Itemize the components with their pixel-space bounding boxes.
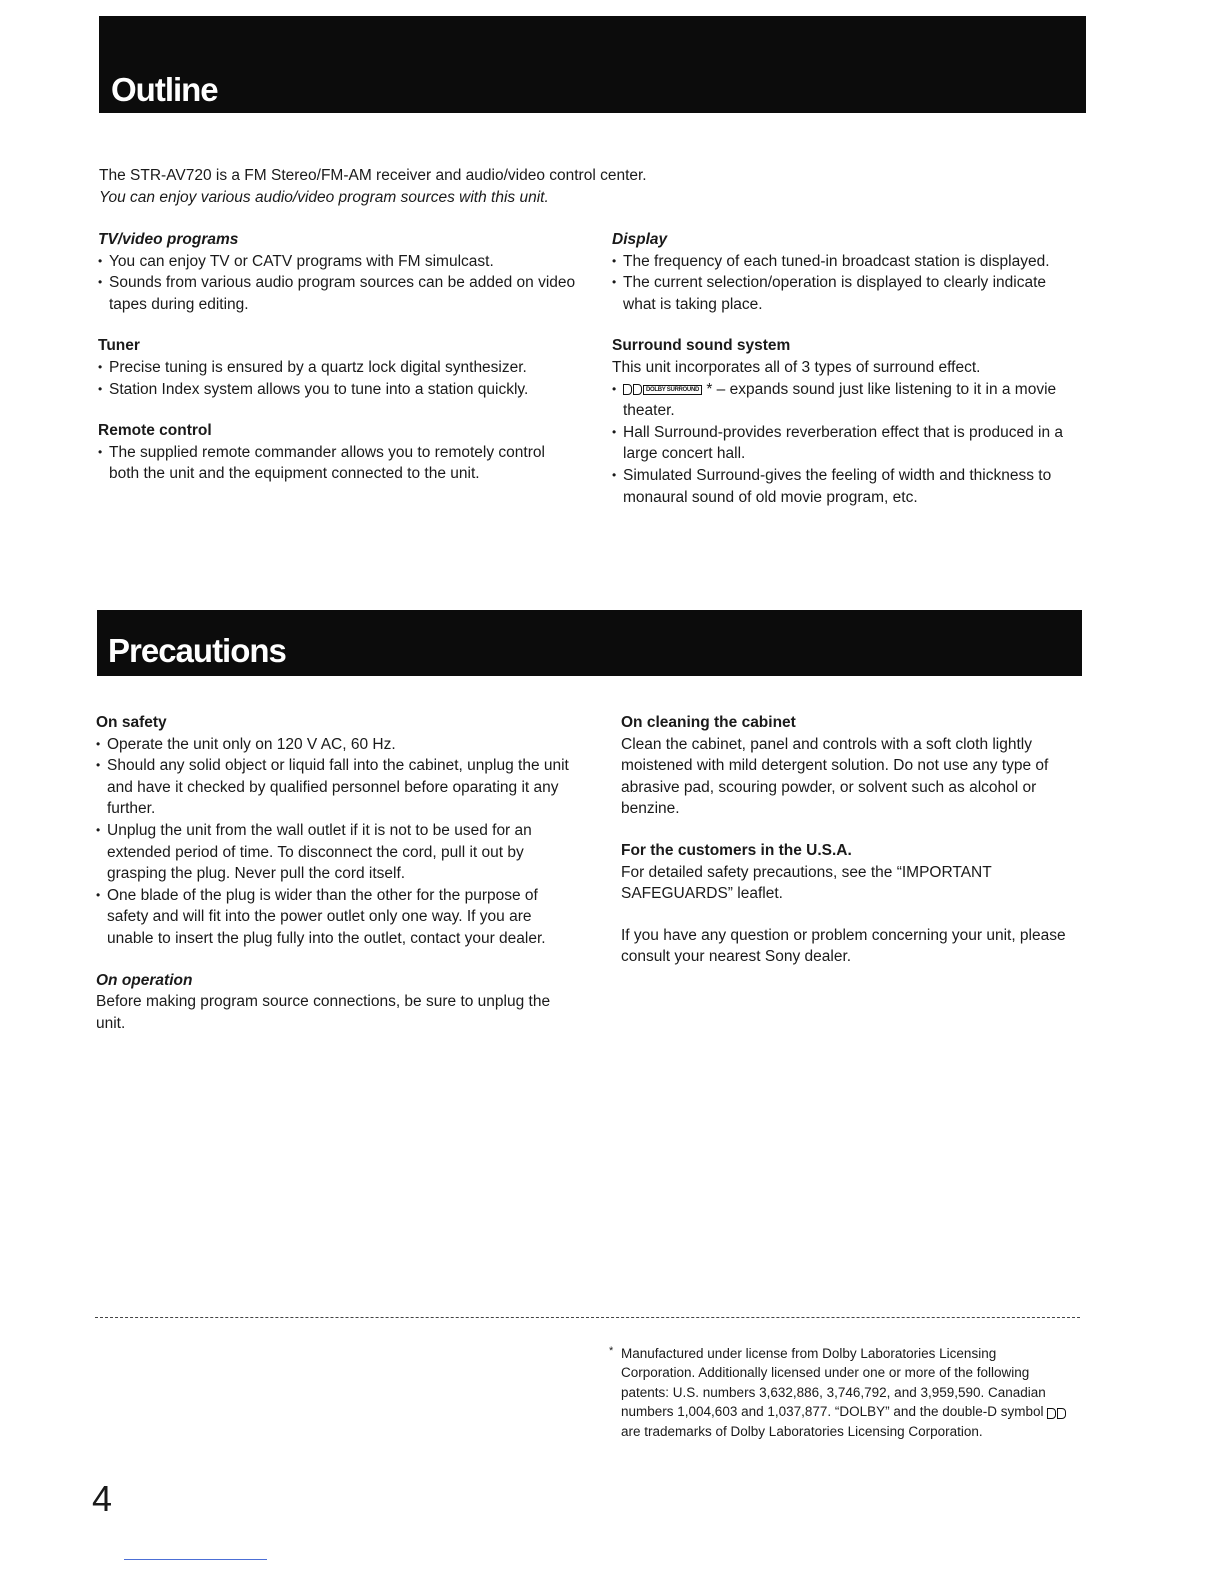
outline-intro (99, 165, 999, 208)
list-item: • Station Index system allows you to tune into a station quickly. (98, 379, 578, 401)
section-consult (621, 925, 1086, 968)
precautions-title: Precautions (108, 632, 286, 669)
section-heading: On safety (96, 714, 167, 731)
bullet-list (98, 442, 578, 485)
section-surround (612, 335, 1082, 508)
page-number: 4 (92, 1478, 113, 1519)
section-on-safety (96, 712, 576, 950)
list-item: • Unplug the unit from the wall outlet if it is not to be used for an extended period of time. To disconnect the cord, pull it out by grasping the plug. Never pull the cord itself. (96, 820, 576, 885)
bottom-rule (124, 1559, 267, 1560)
list-item: • The frequency of each tuned-in broadcast station is displayed. (612, 251, 1082, 273)
list-item: • Simulated Surround-gives the feeling of width and thickness to monaural sound of old movie program, etc. (612, 465, 1082, 508)
footnote-text: Manufactured under license from Dolby Laboratories Licensing Corporation. Additionally licensed under one or more of the following patents: U.S. numbers 3,632,886, 3,746,792, and 3,959,590. Canadian numbers 1,004,603 and 1,037,877. “DOLBY” and the double-D symbol (621, 1346, 1048, 1420)
intro-line-1: The STR-AV720 is a FM Stereo/FM-AM receiver and audio/video control center. (99, 167, 647, 184)
precautions-left-column (96, 712, 576, 1054)
list-item: • Precise tuning is ensured by a quartz lock digital synthesizer. (98, 357, 578, 379)
section-text: Before making program source connections, be sure to unplug the unit. (96, 993, 551, 1032)
list-item: • The current selection/operation is displayed to clearly indicate what is taking place. (612, 272, 1082, 315)
list-item (612, 379, 1082, 422)
section-heading: Display (612, 231, 668, 248)
dolby-footnote (609, 1344, 1069, 1442)
section-on-operation (96, 970, 576, 1035)
outline-title: Outline (111, 71, 218, 108)
consult-text: If you have any question or problem concerning your unit, please consult your nearest Sony dealer. (621, 926, 1066, 966)
section-text: Clean the cabinet, panel and controls with a soft cloth lightly moistened with mild detergent solution. Do not use any type of abrasive pad, scouring powder, or solvent such as alcohol or benzine. (621, 735, 1049, 818)
list-item: • One blade of the plug is wider than the other for the purpose of safety and will fit into the power outlet only one way. If you are unable to insert the plug fully into the outlet, contact your dealer. (96, 885, 576, 950)
intro-line-2: You can enjoy various audio/video program sources with this unit. (99, 188, 549, 206)
list-item: • Hall Surround-provides reverberation effect that is produced in a large concert hall. (612, 422, 1082, 465)
footnote-divider (95, 1317, 1080, 1318)
bullet-list (612, 251, 1082, 316)
section-heading: TV/video programs (98, 231, 239, 248)
section-heading: On cleaning the cabinet (621, 714, 796, 731)
section-display (612, 229, 1082, 315)
list-item: • You can enjoy TV or CATV programs with FM simulcast. (98, 251, 578, 273)
list-item: • Operate the unit only on 120 V AC, 60 Hz. (96, 734, 576, 756)
footnote-text-end: are trademarks of Dolby Laboratories Licensing Corporation. (621, 1424, 983, 1440)
outline-banner (99, 16, 1086, 113)
bullet-list (96, 734, 576, 950)
section-heading: On operation (96, 971, 193, 989)
double-d-icon (1047, 1403, 1067, 1422)
bullet-list (612, 379, 1082, 509)
section-tuner (98, 335, 578, 400)
dolby-logo-text: DOLBY SURROUND (643, 385, 702, 395)
list-item: • The supplied remote commander allows you to remotely control both the unit and the equipment connected to the unit. (98, 442, 578, 485)
list-item: • Sounds from various audio program sources can be added on video tapes during editing. (98, 272, 578, 315)
section-heading: Tuner (98, 337, 140, 355)
section-text: For detailed safety precautions, see the “IMPORTANT SAFEGUARDS” leaflet. (621, 863, 992, 903)
precautions-banner (97, 610, 1082, 676)
bullet-list (98, 357, 578, 400)
list-item: • Should any solid object or liquid fall into the cabinet, unplug the unit and have it checked by qualified personnel before oparating it any further. (96, 755, 576, 820)
section-tv-video (98, 229, 578, 315)
section-cleaning (621, 712, 1086, 820)
surround-intro: This unit incorporates all of 3 types of surround effect. (612, 358, 981, 376)
section-heading: Surround sound system (612, 337, 791, 355)
section-usa-customers (621, 840, 1086, 905)
section-heading: Remote control (98, 422, 212, 440)
precautions-right-column (621, 712, 1086, 988)
surround-item-1-text: * – expands sound just like listening to it in a movie theater. (623, 380, 1057, 420)
bullet-list (98, 251, 578, 316)
outline-right-column (612, 229, 1082, 528)
dolby-surround-logo-icon (623, 379, 702, 401)
section-remote-control (98, 420, 578, 485)
outline-left-column (98, 229, 578, 505)
section-heading: For the customers in the U.S.A. (621, 841, 852, 859)
footnote-asterisk: * (609, 1345, 614, 1357)
